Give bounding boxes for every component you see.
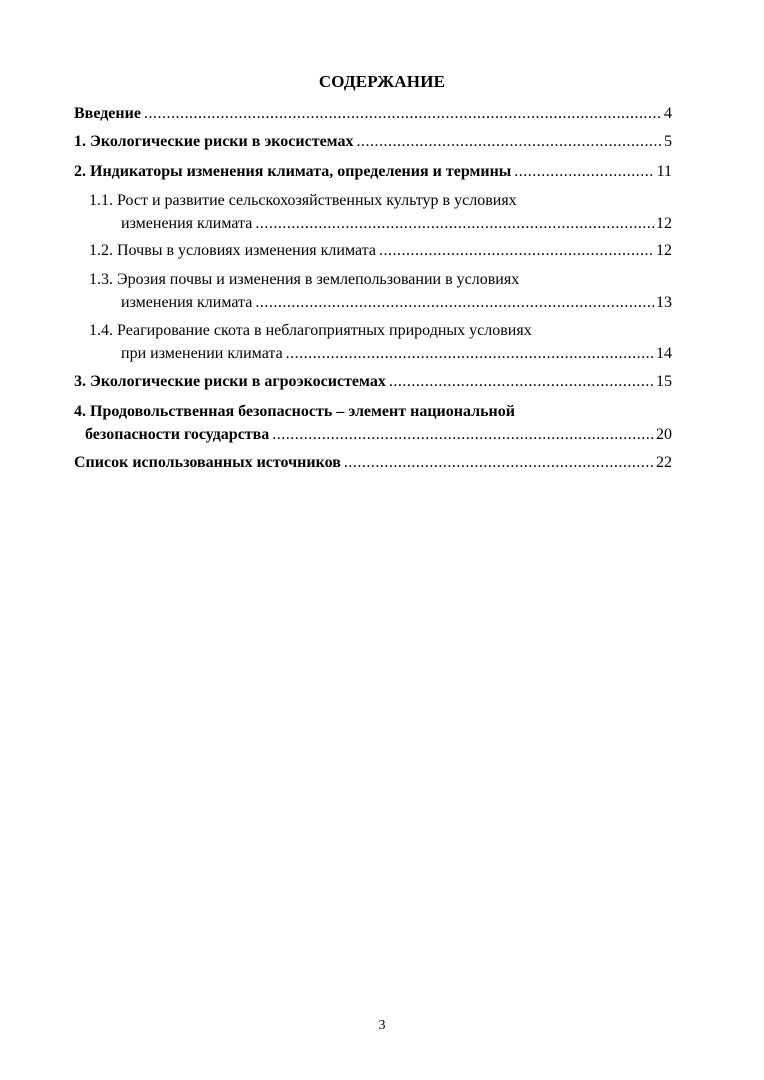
- toc-entry-section-3[interactable]: [74, 370, 672, 393]
- toc-entry-title: 4. Продовольственная безопасность – элемент национальной: [74, 403, 515, 420]
- toc-entry-introduction[interactable]: [74, 102, 672, 125]
- toc-entry-page: 20: [656, 426, 672, 443]
- dot-leader: [272, 423, 654, 446]
- dot-leader: [255, 212, 654, 235]
- toc-entry-section-4[interactable]: [74, 400, 672, 446]
- toc-entry-title-continued: изменения климата: [121, 294, 253, 311]
- toc-entry-references[interactable]: [74, 451, 672, 474]
- toc-entry-page: 15: [656, 373, 672, 390]
- toc-entry-title: Список использованных источников: [74, 454, 341, 471]
- dot-leader: [344, 451, 654, 474]
- toc-entry-page: 13: [656, 294, 672, 311]
- toc-entry-title: 1.2. Почвы в условиях изменения климата: [89, 242, 376, 259]
- page-number: 3: [378, 1018, 386, 1033]
- toc-entry-title: 1. Экологические риски в экосистемах: [74, 133, 354, 150]
- dot-leader: [379, 239, 654, 262]
- dot-leader: [389, 370, 654, 393]
- toc-entry-section-2[interactable]: [74, 160, 672, 183]
- page-title: СОДЕРЖАНИЕ: [318, 72, 446, 91]
- toc-entry-title-continued: безопасности государства: [85, 426, 270, 443]
- toc-entry-title: 1.4. Реагирование скота в неблагоприятных природных условиях: [89, 322, 532, 339]
- toc-entry-section-1-2[interactable]: [74, 239, 672, 262]
- toc-entry-title: 3. Экологические риски в агроэкосистемах: [74, 373, 386, 390]
- toc-entry-page: 12: [656, 215, 672, 232]
- toc-entry-section-1-4[interactable]: [74, 319, 672, 365]
- toc-entry-section-1-1[interactable]: [74, 189, 672, 235]
- toc-entry-page: 14: [656, 345, 672, 362]
- toc-entry-page: 22: [656, 454, 672, 471]
- toc-entry-title: 1.3. Эрозия почвы и изменения в землепользовании в условиях: [89, 271, 520, 288]
- dot-leader: [286, 342, 654, 365]
- dot-leader: [356, 130, 662, 153]
- toc-entry-title: Введение: [74, 105, 141, 122]
- toc-entry-page: 11: [656, 163, 672, 180]
- toc-entry-page: 4: [664, 105, 672, 122]
- toc-entry-page: 12: [656, 242, 672, 259]
- toc-entry-title-continued: изменения климата: [121, 215, 253, 232]
- dot-leader: [255, 291, 654, 314]
- toc-entry-title: 1.1. Рост и развитие сельскохозяйственных культур в условиях: [89, 192, 517, 209]
- toc-entry-title: 2. Индикаторы изменения климата, определения и термины: [74, 163, 512, 180]
- toc-entry-section-1-3[interactable]: [74, 268, 672, 314]
- toc-entry-page: 5: [664, 133, 672, 150]
- toc-entry-title-continued: при изменении климата: [121, 345, 283, 362]
- dot-leader: [514, 160, 654, 183]
- toc-entry-section-1[interactable]: [74, 130, 672, 153]
- dot-leader: [144, 102, 662, 125]
